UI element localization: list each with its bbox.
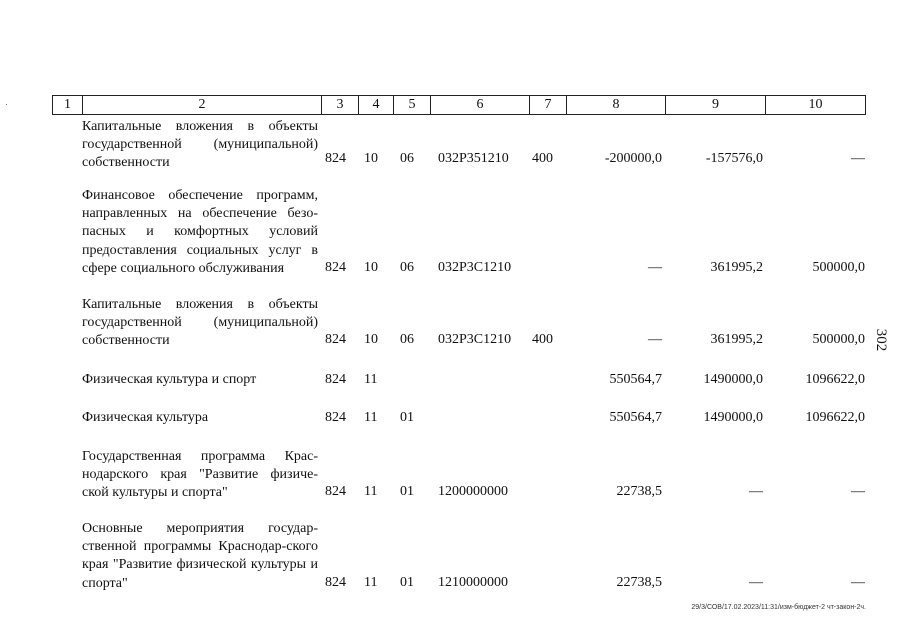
header-col-1: 1 — [64, 97, 71, 112]
header-col-4: 4 — [358, 96, 393, 114]
row-col-10: — — [851, 151, 865, 166]
row-name: Капитальные вложения в объекты государственной (муниципальной) собственности — [82, 297, 318, 349]
row-col-4: 11 — [364, 484, 378, 499]
header-col-7: 7 — [529, 96, 566, 114]
row-col-6: 1210000000 — [438, 575, 508, 590]
row-col-4: 11 — [364, 410, 378, 425]
row-col-10: — — [851, 484, 865, 499]
header-col-9: 9 — [665, 96, 765, 114]
header-col-3: 3 — [321, 96, 358, 114]
row-col-10: 500000,0 — [812, 260, 865, 275]
row-col-3: 824 — [325, 575, 346, 590]
row-col-10: 500000,0 — [812, 332, 865, 347]
row-col-3: 824 — [325, 260, 346, 275]
row-col-5: 06 — [400, 332, 414, 347]
row-col-8: 550564,7 — [609, 410, 662, 425]
row-col-5: 01 — [400, 410, 414, 425]
row-col-6: 032P351210 — [438, 151, 509, 166]
row-col-3: 824 — [325, 484, 346, 499]
row-col-10: — — [851, 575, 865, 590]
row-col-10: 1096622,0 — [805, 372, 865, 387]
row-col-5: 01 — [400, 484, 414, 499]
page-number: 302 — [873, 328, 889, 352]
row-col-4: 10 — [364, 332, 378, 347]
row-name: Основные мероприятия государ-ственной программы Краснодар-ского края "Развитие физической культуры и спорта" — [82, 521, 318, 591]
row-col-4: 10 — [364, 260, 378, 275]
row-col-5: 06 — [400, 151, 414, 166]
row-name: Государственная программа Крас-нодарского края "Развитие физиче-ской культуры и спорта" — [82, 449, 318, 501]
row-col-3: 824 — [325, 372, 346, 387]
row-col-5: 01 — [400, 575, 414, 590]
row-col-8: -200000,0 — [604, 151, 662, 166]
row-col-6: 032P3C1210 — [438, 260, 512, 275]
header-col-2: 2 — [82, 96, 321, 114]
row-col-8: 22738,5 — [616, 484, 662, 499]
header-col-6: 6 — [430, 96, 529, 114]
row-col-8: — — [648, 332, 662, 347]
header-col-5: 5 — [393, 96, 430, 114]
column-header-row — [52, 95, 866, 115]
row-col-10: 1096622,0 — [805, 410, 865, 425]
row-col-4: 11 — [364, 372, 378, 387]
row-col-8: — — [648, 260, 662, 275]
row-col-4: 11 — [364, 575, 378, 590]
row-name: Физическая культура и спорт — [82, 372, 257, 387]
row-col-9: -157576,0 — [705, 151, 763, 166]
row-col-4: 10 — [364, 151, 378, 166]
row-col-5: 06 — [400, 260, 414, 275]
row-col-8: 550564,7 — [609, 372, 662, 387]
row-col-6: 032P3C1210 — [438, 332, 512, 347]
row-name: Капитальные вложения в объекты государственной (муниципальной) собственности — [82, 119, 318, 171]
row-col-6: 1200000000 — [438, 484, 508, 499]
row-col-9: 1490000,0 — [703, 410, 763, 425]
header-col-10: 10 — [765, 96, 865, 114]
row-col-9: — — [749, 575, 763, 590]
row-name: Финансовое обеспечение программ, направленных на обеспечение безо-пасных и комфортных условий предоставления социальных услуг в сфере социального обслуживания — [82, 188, 318, 276]
row-col-3: 824 — [325, 332, 346, 347]
row-col-9: 361995,2 — [710, 332, 763, 347]
row-col-7: 400 — [532, 151, 553, 166]
row-name: Физическая культура — [82, 410, 209, 425]
row-col-3: 824 — [325, 151, 346, 166]
row-col-9: 361995,2 — [710, 260, 763, 275]
row-col-8: 22738,5 — [616, 575, 662, 590]
footer-filepath: 29/3/СОВ/17.02.2023/11:31/изм-бюджет-2 чт-закон-2ч. — [691, 604, 866, 611]
row-col-9: 1490000,0 — [703, 372, 763, 387]
row-col-9: — — [749, 484, 763, 499]
scan-speck — [6, 104, 7, 105]
row-col-3: 824 — [325, 410, 346, 425]
header-col-8: 8 — [566, 96, 665, 114]
row-col-7: 400 — [532, 332, 553, 347]
